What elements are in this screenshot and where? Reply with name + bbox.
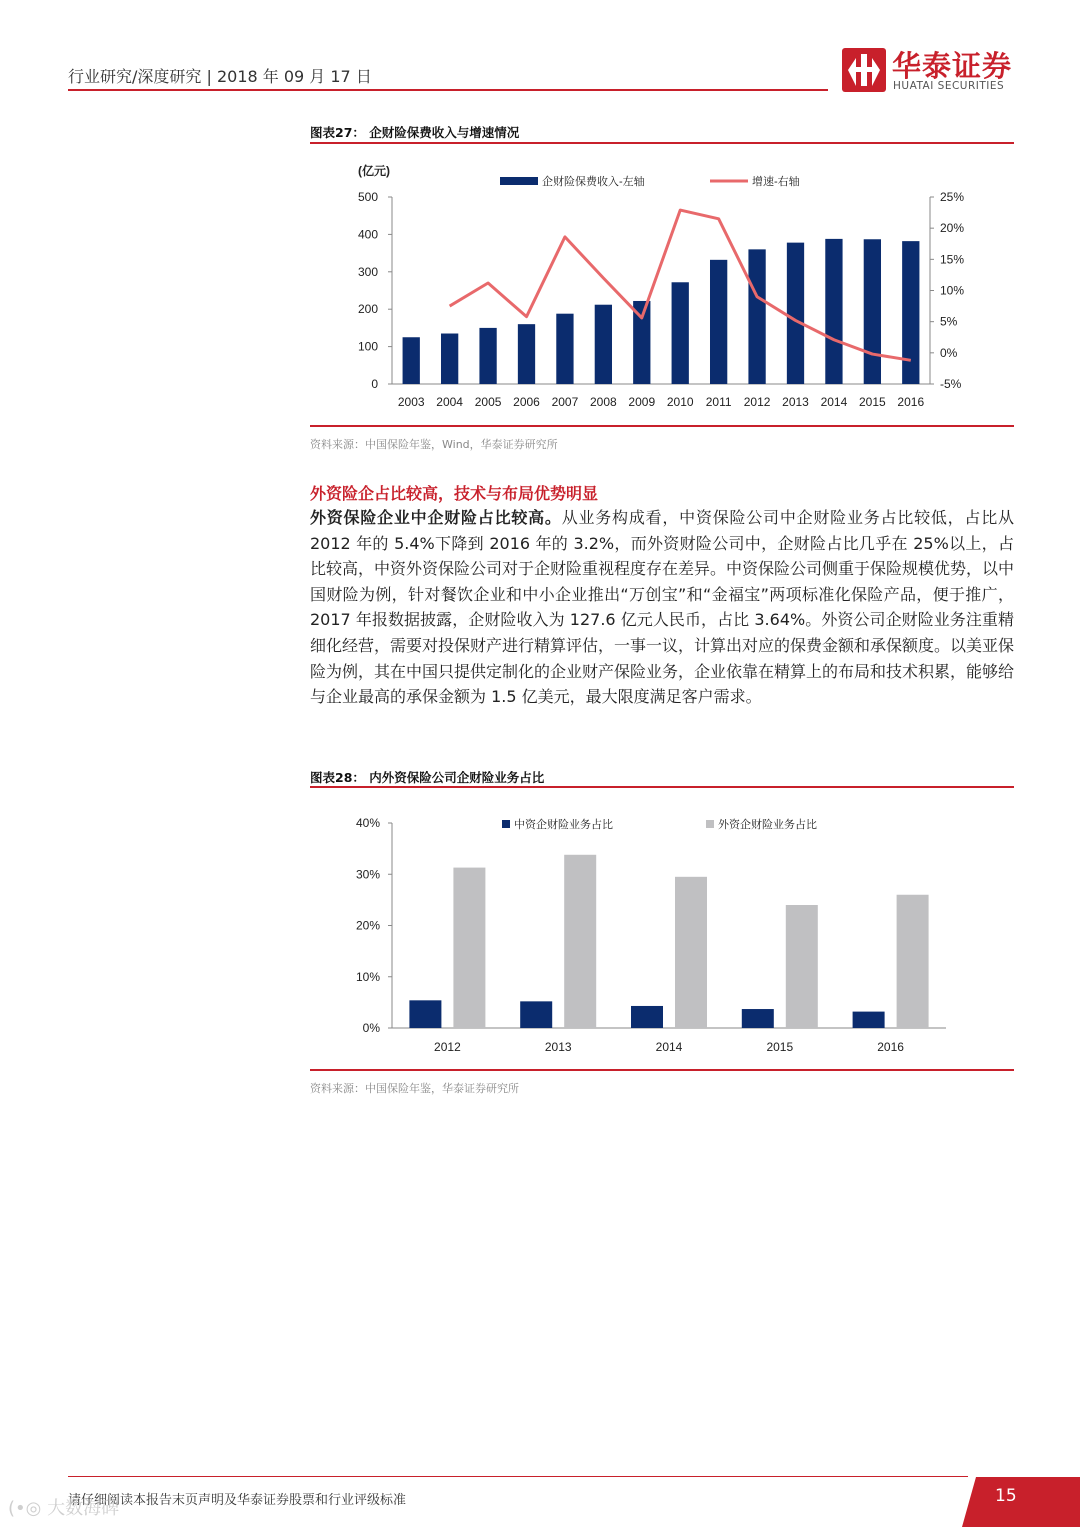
domestic-share-bar	[853, 1012, 885, 1028]
left-tick-label: 200	[357, 302, 378, 317]
premium-bar	[595, 305, 612, 384]
premium-income-growth-chart	[310, 150, 1014, 420]
figure28-title: 图表28： 内外资保险公司企财险业务占比	[310, 770, 545, 785]
x-tick-label: 2014	[820, 395, 848, 409]
left-axis-unit: (亿元)	[358, 164, 390, 178]
premium-bar	[479, 328, 496, 384]
paragraph-lead: 外资保险企业中企财险占比较高。	[310, 508, 562, 527]
figure28-source: 资料来源：中国保险年鉴，华泰证券研究所	[310, 1082, 519, 1095]
x-tick-label: 2004	[436, 395, 463, 409]
header-divider	[68, 89, 828, 91]
y-tick-label: 20%	[355, 918, 380, 933]
right-tick-label: 10%	[940, 283, 965, 298]
body-paragraph	[310, 505, 1014, 710]
report-header-text: 行业研究/深度研究 | 2018 年 09 月 17 日	[68, 67, 372, 86]
premium-bar	[864, 239, 881, 384]
premium-bar	[825, 239, 842, 384]
x-tick-label: 2015	[859, 395, 886, 409]
x-tick-label: 2013	[782, 395, 809, 409]
y-tick-label: 40%	[355, 816, 380, 830]
premium-bar	[403, 337, 420, 384]
domestic-share-bar	[631, 1006, 663, 1028]
x-tick-label: 2010	[666, 395, 694, 409]
figure27-source: 资料来源：中国保险年鉴，Wind，华泰证券研究所	[310, 438, 558, 451]
x-tick-label: 2012	[743, 395, 771, 409]
figure27-top-rule	[310, 142, 1014, 144]
premium-bar	[672, 282, 689, 384]
domestic-share-bar	[742, 1009, 774, 1028]
domestic-share-bar	[409, 1000, 441, 1028]
legend-label-domestic: 中资企财险业务占比	[514, 819, 613, 831]
foreign-share-bar	[675, 877, 707, 1028]
x-tick-label: 2014	[655, 1040, 683, 1054]
x-tick-label: 2015	[766, 1040, 794, 1054]
foreign-share-bar	[786, 905, 818, 1028]
premium-bar	[787, 243, 804, 384]
domestic-share-bar	[520, 1001, 552, 1028]
foreign-share-bar	[897, 895, 929, 1028]
x-tick-label: 2016	[877, 1040, 904, 1054]
section-heading: 外资险企占比较高，技术与布局优势明显	[310, 484, 599, 503]
figure28-top-rule	[310, 786, 1014, 788]
x-tick-label: 2006	[513, 395, 540, 409]
right-tick-label: -5%	[940, 377, 962, 391]
x-tick-label: 2007	[551, 395, 579, 409]
y-tick-label: 0%	[362, 1021, 380, 1035]
right-tick-label: 25%	[940, 190, 965, 204]
x-tick-label: 2003	[397, 395, 425, 409]
legend-swatch-domestic	[502, 820, 510, 828]
legend-label-premium: 企财险保费收入-左轴	[542, 176, 645, 188]
premium-bar	[518, 324, 535, 384]
x-tick-label: 2008	[590, 395, 617, 409]
footer-divider	[68, 1476, 968, 1477]
watermark-text: (•◎ 大数海碑	[8, 1498, 120, 1519]
figure28-bottom-rule	[310, 1069, 1014, 1071]
legend-label-growth: 增速-右轴	[752, 176, 800, 188]
foreign-share-bar	[564, 855, 596, 1028]
page-number-tab	[962, 1477, 1080, 1527]
right-tick-label: 5%	[940, 314, 958, 329]
premium-bar	[748, 249, 765, 384]
page-number: 15	[995, 1486, 1017, 1506]
logo-english-name: HUATAI SECURITIES	[893, 80, 1005, 92]
premium-bar	[902, 241, 919, 384]
figure27-title: 图表27： 企财险保费收入与增速情况	[310, 125, 520, 140]
huatai-logo-icon	[842, 48, 886, 92]
x-tick-label: 2011	[705, 395, 732, 409]
x-tick-label: 2009	[628, 395, 656, 409]
left-tick-label: 100	[357, 339, 378, 354]
legend-label-foreign: 外资企财险业务占比	[718, 819, 817, 831]
foreign-share-bar	[453, 868, 485, 1028]
x-tick-label: 2016	[897, 395, 925, 409]
y-tick-label: 10%	[355, 969, 380, 984]
figure27-bottom-rule	[310, 425, 1014, 427]
legend-swatch-foreign	[706, 820, 714, 828]
footer-disclaimer: 请仔细阅读本报告末页声明及华泰证券股票和行业评级标准	[68, 1493, 407, 1508]
x-tick-label: 2012	[434, 1040, 461, 1054]
y-tick-label: 30%	[355, 867, 380, 882]
left-tick-label: 400	[357, 227, 378, 242]
x-tick-label: 2013	[544, 1040, 572, 1054]
paragraph-body: 从业务构成看，中资保险公司中企财险业务占比较低，占比从 2012 年的 5.4%下降到 2016 年的 3.2%，而外资财险公司中，企财险占比几乎在 25%以上，占比较高，中资外资保险公司对于企财险重视程度存在差异。中资保险公司侧重于保险规模优势，以中国财险为例，针对餐饮企业和中小企业推出“万创宝”和“金福宝”两项标准化保险产品，便于推广，2017 年报数据披露，企财险收入为 127.6 亿元人民币，占比 3.64%。外资公司企财险业务注重精细化经营，需要对投保财产进行精算评估，一事一议，计算出对应的保费金额和承保额度。以美亚保险为例，其在中国只提供定制化的企业财产保险业务，企业依靠在精算上的布局和技术积累，能够给与企业最高的承保金额为 1.5 亿美元，最大限度满足客户需求。	[310, 508, 1015, 707]
premium-bar	[710, 260, 727, 384]
business-share-chart	[310, 800, 1014, 1062]
legend-swatch-premium	[500, 177, 538, 185]
right-tick-label: 20%	[940, 221, 965, 236]
left-tick-label: 300	[357, 264, 378, 279]
x-tick-label: 2005	[474, 395, 502, 409]
left-tick-label: 500	[357, 190, 378, 204]
right-tick-label: 15%	[940, 252, 965, 267]
premium-bar	[441, 334, 458, 384]
left-tick-label: 0	[371, 377, 378, 391]
logo-chinese-name: 华泰证券	[892, 49, 1013, 83]
right-tick-label: 0%	[940, 345, 958, 360]
premium-bar	[556, 314, 573, 384]
